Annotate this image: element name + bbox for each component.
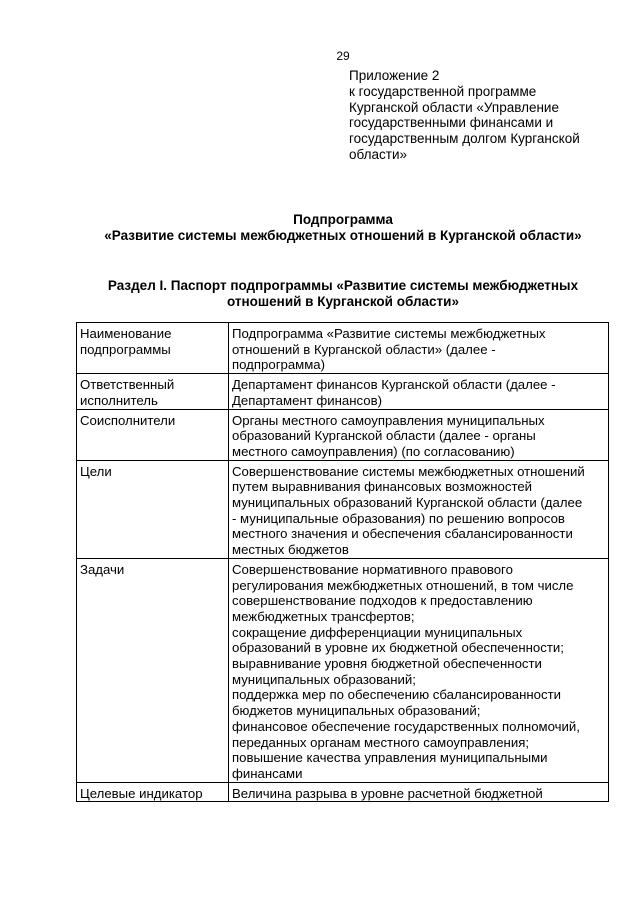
row-value-cell [229,460,609,558]
appendix-line: к государственной программе [349,83,537,99]
row-value-line: путем выравнивания финансовых возможностей [232,479,533,495]
appendix-line: государственными финансами и [349,115,554,131]
row-name-line: Соисполнители [80,412,176,428]
row-value-line: Департамент финансов Курганской области (далее - [232,377,556,393]
row-name-line: Цели [80,463,112,479]
row-value-line: Департамент финансов) [232,392,382,408]
row-name-line: исполнитель [80,392,158,408]
row-value-line: Величина разрыва в уровне расчетной бюджетной [232,785,543,801]
section-title [0,278,640,310]
row-value-cell [229,782,609,802]
row-name-line: Целевые индикатор [80,785,203,801]
appendix-line: Приложение 2 [349,68,440,83]
row-name-cell [77,558,229,782]
table-row [77,782,609,802]
row-value-line: поддержка мер по обеспечению сбалансированности [232,687,561,703]
subprogram-title-line: «Развитие системы межбюджетных отношений в Курганской области» [104,228,582,243]
row-name-cell [77,782,229,802]
row-value-line: финансовое обеспечение государственных полномочий, [232,718,580,734]
row-value-line: Совершенствование системы межбюджетных отношений [232,463,585,479]
row-value-line: подпрограмма) [232,357,326,373]
appendix-line: государственным долгом Курганской [349,131,580,147]
subprogram-title [0,212,640,244]
row-value-line: Органы местного самоуправления муниципальных [232,412,545,428]
appendix-line: области» [349,146,408,162]
table-row [77,558,609,782]
row-name-cell [77,409,229,460]
section-title-line: отношений в Курганской области» [227,294,459,309]
row-value-line: - муниципальные образования) по решению вопросов [232,510,565,526]
table-row [77,460,609,558]
row-name-cell [77,460,229,558]
row-value-cell [229,323,609,374]
passport-table-body [77,323,609,802]
row-value-line: повышение качества управления муниципальными [232,750,548,766]
row-value-line: муниципальных образований Курганской области (далее [232,495,583,511]
row-value-line: совершенствование подходов к предоставлению [232,593,533,609]
table-row [77,323,609,374]
row-value-line: местного самоуправления) (по согласованию) [232,443,515,459]
row-name-line: Ответственный [80,377,175,393]
row-value-cell [229,374,609,409]
page-number: 29 [336,49,350,63]
appendix-line: Курганской области «Управление [349,99,559,115]
row-value-line: местного значения и обеспечения сбалансированности [232,526,573,542]
row-name-line: Наименование [80,326,172,341]
row-value-cell [229,409,609,460]
table-row [77,374,609,409]
row-value-line: отношений в Курганской области» (далее - [232,341,496,357]
row-value-line: финансами [232,765,303,781]
row-value-line: регулирования межбюджетных отношений, в том числе [232,577,574,593]
passport-table [76,322,609,802]
row-value-line: выравнивание уровня бюджетной обеспеченности [232,656,542,672]
row-value-line: переданных органам местного самоуправления; [232,734,529,750]
row-value-line: Подпрограмма «Развитие системы межбюджетных [232,326,546,341]
subprogram-title-line: Подпрограмма [293,212,393,227]
row-value-line: местных бюджетов [232,542,349,558]
section-title-line: Раздел I. Паспорт подпрограммы «Развитие системы межбюджетных [107,278,579,293]
row-name-cell [77,323,229,374]
row-value-line: Совершенствование нормативного правового [232,561,513,577]
table-row [77,409,609,460]
appendix-note [349,68,619,163]
row-value-line: сокращение дифференциации муниципальных [232,624,523,640]
row-value-line: образований Курганской области (далее - органы [232,428,536,444]
row-value-line: бюджетов муниципальных образований; [232,703,481,719]
row-name-cell [77,374,229,409]
row-value-cell [229,558,609,782]
row-value-line: муниципальных образований; [232,671,416,687]
row-value-line: образований в уровне их бюджетной обеспеченности; [232,640,564,656]
row-value-line: межбюджетных трансфертов; [232,608,415,624]
row-name-line: подпрограммы [80,341,171,357]
row-name-line: Задачи [80,561,125,577]
